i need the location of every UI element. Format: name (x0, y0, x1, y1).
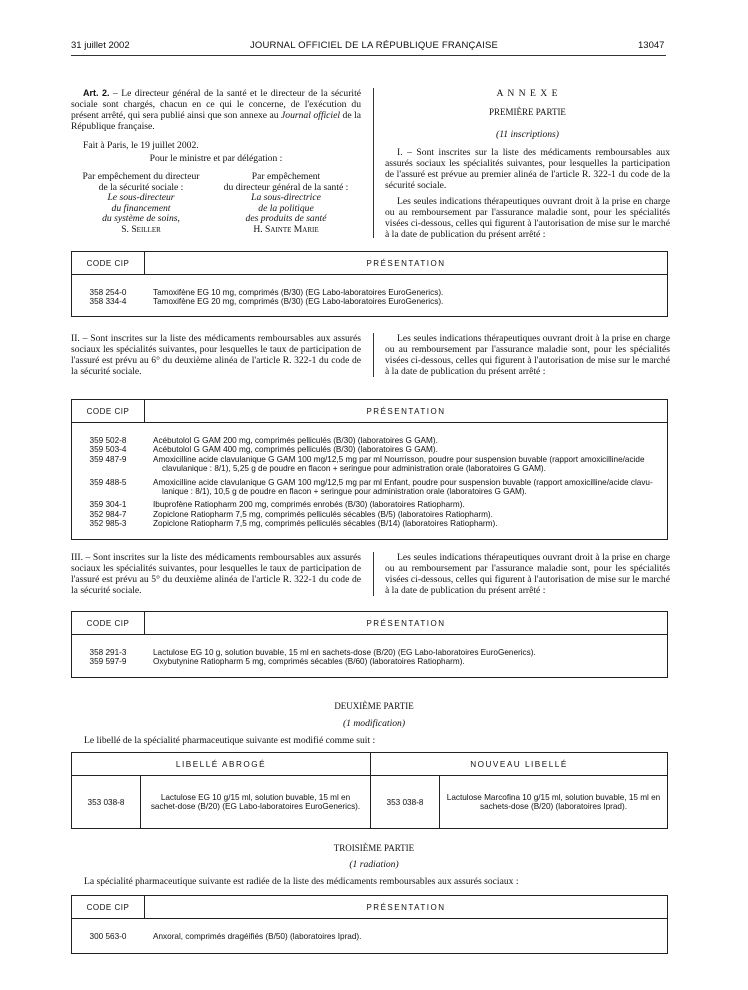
col-code-header: CODE CIP (72, 252, 145, 274)
new-code: 353 038-8 (371, 776, 440, 828)
article-2 (71, 88, 361, 235)
section-3-text: III. – Sont inscrites sur la liste des médicaments remboursables aux assurés sociaux les spécialités suivantes, pour lesquelles le taux de participation de l'assuré est prévu au 5° du deuxième alinéa de l'article R. 322-1 du code de la sécurité sociale. (71, 552, 361, 596)
col-code-header: CODE CIP (72, 896, 145, 918)
annexe (385, 88, 670, 240)
table-2 (71, 399, 668, 540)
table-3 (71, 611, 668, 678)
column-divider (373, 333, 374, 377)
section-3-indications: Les seules indications thérapeutiques ouvrant droit à la prise en charge ou au remboursement par l'assurance maladie sont, pour les spécialités visées ci-dessous, celles qui figurent à l'autorisation de mise sur le marché à la date de publication du présent arrêté : (385, 552, 670, 596)
table-row: 359 502-8 Acébutolol G GAM 200 mg, comprimés pelliculés (B/30) (laboratoires G GAM). (89, 436, 438, 445)
header-title: JOURNAL OFFICIEL DE LA RÉPUBLIQUE FRANÇAISE (249, 40, 499, 51)
new-desc: Lactulose Marcofina 10 g/15 ml, solution buvable, 15 ml en sachets-dose (B/20) (laboratoires Iprad). (446, 792, 661, 811)
table-row: 359 597-9 Oxybutynine Ratiopharm 5 mg, comprimés sécables (B/60) (laboratoires Ratiopharm). (89, 657, 465, 667)
page-number: 13047 (638, 40, 665, 51)
new-label-header: NOUVEAU LIBELLÉ (470, 759, 568, 769)
header-rule (71, 55, 666, 56)
article-end: de la République française. (71, 110, 361, 132)
column-divider (373, 552, 374, 596)
col-presentation-header: PRÉSENTATION (366, 618, 446, 628)
pour-line: Pour le ministre et par délégation : (149, 153, 283, 164)
part3-sub: (1 radiation) (349, 859, 399, 870)
article-text: – Le directeur général de la santé et le directeur de la sécurité sociale sont chargés, chacun en ce qui le concerne, de l'exécution du présent arrêté, qui sera publié ainsi que son annexe au (71, 88, 361, 121)
col-code-header: CODE CIP (72, 400, 145, 422)
old-desc: Lactulose EG 10 g/15 ml, solution buvable, 15 ml en sachet-dose (B/20) (EG Labo-laboratoires EuroGenerics). (141, 776, 371, 828)
part3-text: La spécialité pharmaceutique suivante est radiée de la liste des médicaments remboursables aux assurés sociaux : (84, 876, 519, 887)
table-row: 358 291-3 Lactulose EG 10 g, solution buvable, 15 ml en sachets-dose (B/20) (EG Labo-laboratoires EuroGenerics). (89, 648, 536, 657)
col-presentation-header: PRÉSENTATION (366, 902, 446, 912)
left-signature: Par empêchement du directeur de la sécurité sociale : Le sous-directeur du financement du système de soins, S. Seiller (82, 171, 200, 235)
part3-title: TROISIÈME PARTIE (333, 843, 415, 853)
article-jo: Journal officiel (281, 110, 341, 121)
col-presentation-header: PRÉSENTATION (366, 406, 446, 416)
table-row: 352 985-3 Zopiclone Ratiopharm 7,5 mg, comprimés pelliculés sécables (B/14) (laboratoires Ratiopharm). (89, 519, 498, 529)
section-2-text: II. – Sont inscrites sur la liste des médicaments remboursables aux assurés sociaux les spécialités suivantes, pour lesquelles le taux de participation de l'assuré est prévu au 6° du deuxième alinéa de l'article R. 322-1 du code de la sécurité sociale. (71, 333, 361, 377)
header-date: 31 juillet 2002 (71, 40, 130, 51)
table-row: 359 487-9 Amoxicilline acide clavulanique G GAM 100 mg/12,5 mg par ml Nourrisson, poudre pour suspension buvable (rapport amoxicilline/acide clavulanique : 8/1), 5,25 g de poudre en flacon + seringue pour administration orale (laboratoires G GAM). (89, 454, 645, 474)
section-1-text: I. – Sont inscrites sur la liste des médicaments remboursables aux assurés sociaux les spécialités suivantes, pour lesquelles la participation de l'assuré est prévue au premier alinéa de l'article R. 322-1 du code de la sécurité sociale. (385, 147, 670, 191)
part2-text: Le libellé de la spécialité pharmaceutique suivante est modifié comme suit : (84, 735, 376, 746)
table-row: 352 984-7 Zopiclone Ratiopharm 7,5 mg, comprimés pelliculés sécables (B/5) (laboratoires Ratiopharm). (89, 509, 493, 519)
table-row: 358 334-4 Tamoxifène EG 20 mg, comprimés (B/30) (EG Labo-laboratoires EuroGenerics). (89, 297, 444, 307)
right-signature: Par empêchement du directeur général de la santé : La sous-directrice de la politique des produits de santé H. Sainte Marie (223, 171, 349, 235)
article-label: Art. 2. (83, 88, 110, 98)
column-divider (373, 88, 374, 238)
table-row: 300 563-0 Anxoral, comprimés dragéifiés (B/50) (laboratoires Iprad). (89, 932, 362, 941)
part1-title: PREMIÈRE PARTIE (489, 107, 566, 117)
fait-line: Fait à Paris, le 19 juillet 2002. (83, 140, 199, 151)
modification-table (71, 752, 668, 829)
table-row: 358 254-0 Tamoxifène EG 10 mg, comprimés (B/30) (EG Labo-laboratoires EuroGenerics). (89, 288, 444, 297)
table-row: 359 488-5 Amoxicilline acide clavulanique G GAM 100 mg/12,5 mg par ml Enfant, poudre pour suspension buvable (rapport amoxicilline/acide clavu- lanique : 8/1), 10,5 g de poudre en flacon + seringue pour administration orale (laboratoires G GAM). (89, 477, 653, 497)
col-presentation-header: PRÉSENTATION (366, 258, 446, 268)
annexe-title: A N N E X E (496, 88, 559, 99)
old-code: 353 038-8 (72, 776, 141, 828)
section-1-indications: Les seules indications thérapeutiques ouvrant droit à la prise en charge ou au remboursement par l'assurance maladie sont, pour les spécialités visées ci-dessous, celles qui figurent à l'autorisation de mise sur le marché à la date de publication du présent arrêté : (385, 196, 670, 240)
table-4 (71, 895, 668, 954)
old-label-header: LIBELLÉ ABROGÉ (72, 753, 371, 775)
section-2-indications: Les seules indications thérapeutiques ouvrant droit à la prise en charge ou au remboursement par l'assurance maladie sont, pour les spécialités visées ci-dessous, celles qui figurent à l'autorisation de mise sur le marché à la date de publication du présent arrêté : (385, 333, 670, 377)
part2-title: DEUXIÈME PARTIE (334, 701, 414, 711)
part2-sub: (1 modification) (342, 718, 406, 729)
inscriptions-count: (11 inscriptions) (496, 129, 559, 140)
col-code-header: CODE CIP (72, 612, 145, 634)
table-row: 359 503-4 Acébutolol G GAM 400 mg, comprimés pelliculés (B/30) (laboratoires G GAM). (89, 445, 438, 455)
table-1 (71, 251, 668, 317)
table-row: 359 304-1 Ibuprofène Ratiopharm 200 mg, comprimés enrobés (B/30) (laboratoires Ratiopharm). (89, 500, 465, 510)
